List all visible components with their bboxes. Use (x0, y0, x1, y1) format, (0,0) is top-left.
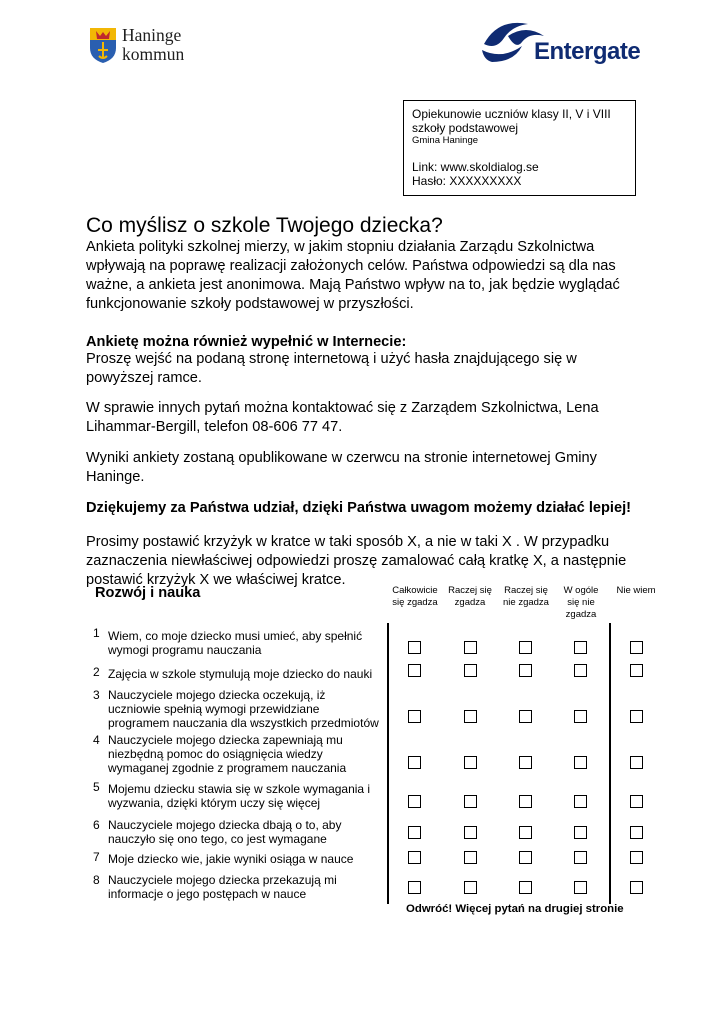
haninge-logo (88, 26, 218, 68)
thanks-paragraph: Dziękujemy za Państwa udział, dzięki Państwa uwagom możemy działać lepiej! (86, 500, 632, 516)
question-text: Zajęcia w szkole stymulują moje dziecko do nauki (108, 667, 373, 681)
question-text: Nauczyciele mojego dziecka dbają o to, aby nauczyło się ono tego, co jest wymagane (108, 818, 342, 846)
answer-checkbox-q5-c4[interactable] (574, 795, 587, 808)
answer-checkbox-q4-c2[interactable] (464, 756, 477, 769)
contact-paragraph: W sprawie innych pytań można kontaktować się z Zarządem Szkolnictwa, Lena Lihammar-Bergill, telefon 08-606 77 47. (86, 400, 599, 435)
address-box (403, 100, 636, 196)
column-header: Raczej się nie zgadza (503, 585, 549, 608)
entergate-logo-text: Entergate (534, 38, 641, 65)
online-heading: Ankietę można również wypełnić w Internecie: (86, 334, 407, 350)
answer-checkbox-q2-c1[interactable] (408, 664, 421, 677)
answer-checkbox-q5-c1[interactable] (408, 795, 421, 808)
answer-checkbox-q3-c3[interactable] (519, 710, 532, 723)
question-text: Nauczyciele mojego dziecka oczekują, iż uczniowie spełnią wymogi przewidziane programem nauczania dla wszystkich przedmiotów (108, 688, 379, 730)
entergate-logo (478, 16, 641, 72)
answer-checkbox-q8-c1[interactable] (408, 881, 421, 894)
answer-checkbox-q5-c5[interactable] (630, 795, 643, 808)
question-text: Moje dziecko wie, jakie wyniki osiąga w nauce (108, 852, 354, 866)
coat-of-arms-icon (88, 26, 118, 64)
column-header: Nie wiem (616, 585, 656, 596)
column-header: W ogóle się nie zgadza (563, 585, 599, 620)
answer-checkbox-q8-c3[interactable] (519, 881, 532, 894)
answer-checkbox-q3-c1[interactable] (408, 710, 421, 723)
address-line: szkoły podstawowej (412, 121, 519, 135)
answer-checkbox-q6-c5[interactable] (630, 826, 643, 839)
question-number: 6 (93, 818, 100, 832)
question-text: Mojemu dziecku stawia się w szkole wymagania i wyzwania, dzięki którym uczy się więcej (108, 782, 371, 810)
question-number: 2 (93, 665, 100, 679)
answer-checkbox-q7-c1[interactable] (408, 851, 421, 864)
answer-checkbox-q1-c4[interactable] (574, 641, 587, 654)
answer-checkbox-q8-c5[interactable] (630, 881, 643, 894)
question-text: Nauczyciele mojego dziecka przekazują mi informacje o jego postępach w nauce (108, 873, 337, 901)
answer-checkbox-q6-c3[interactable] (519, 826, 532, 839)
survey-password: Hasło: XXXXXXXXX (412, 174, 522, 188)
answer-checkbox-q8-c2[interactable] (464, 881, 477, 894)
question-number: 3 (93, 688, 100, 702)
column-header: Całkowicie się zgadza (392, 585, 438, 608)
answer-checkbox-q5-c2[interactable] (464, 795, 477, 808)
answer-checkbox-q3-c5[interactable] (630, 710, 643, 723)
question-number: 7 (93, 850, 100, 864)
answer-checkbox-q2-c4[interactable] (574, 664, 587, 677)
answer-checkbox-q4-c1[interactable] (408, 756, 421, 769)
answer-checkbox-q1-c5[interactable] (630, 641, 643, 654)
answer-checkbox-q4-c4[interactable] (574, 756, 587, 769)
answer-checkbox-q4-c3[interactable] (519, 756, 532, 769)
answer-checkbox-q1-c3[interactable] (519, 641, 532, 654)
question-number: 8 (93, 873, 100, 887)
answer-checkbox-q2-c2[interactable] (464, 664, 477, 677)
answer-checkbox-q2-c3[interactable] (519, 664, 532, 677)
question-number: 5 (93, 780, 100, 794)
question-number: 4 (93, 733, 100, 747)
question-number: 1 (93, 626, 100, 640)
instructions-paragraph: Prosimy postawić krzyżyk w kratce w taki sposób X, a nie w taki X . W przypadku zaznaczenia niewłaściwej odpowiedzi proszę zamalować całą kratkę X, a następnie postawić krzyżyk X we właściwej kratce. (86, 534, 627, 588)
address-line: Opiekunowie uczniów klasy II, V i VIII (412, 107, 611, 121)
answer-checkbox-q4-c5[interactable] (630, 756, 643, 769)
online-paragraph: Proszę wejść na podaną stronę internetową i użyć hasła znajdującego się w powyższej ramce. (86, 351, 577, 386)
answer-checkbox-q7-c3[interactable] (519, 851, 532, 864)
results-paragraph: Wyniki ankiety zostaną opublikowane w czerwcu na stronie internetowej Gminy Haninge. (86, 450, 597, 485)
answer-checkbox-q6-c4[interactable] (574, 826, 587, 839)
answer-checkbox-q6-c1[interactable] (408, 826, 421, 839)
question-text: Nauczyciele mojego dziecka zapewniają mu niezbędną pomoc do osiągnięcia wiedzy wymaganej zgodnie z programem nauczania (108, 733, 347, 775)
footer-note: Odwróć! Więcej pytań na drugiej stronie (406, 903, 624, 915)
answer-checkbox-q2-c5[interactable] (630, 664, 643, 677)
table-divider (609, 623, 611, 904)
question-text: Wiem, co moje dziecko musi umieć, aby spełnić wymogi programu nauczania (108, 629, 363, 657)
answer-checkbox-q1-c1[interactable] (408, 641, 421, 654)
answer-checkbox-q7-c4[interactable] (574, 851, 587, 864)
answer-checkbox-q3-c2[interactable] (464, 710, 477, 723)
column-header: Raczej się zgadza (448, 585, 492, 608)
answer-checkbox-q7-c5[interactable] (630, 851, 643, 864)
answer-checkbox-q3-c4[interactable] (574, 710, 587, 723)
address-municipality: Gmina Haninge (412, 135, 479, 146)
page-title: Co myślisz o szkole Twojego dziecka? (86, 214, 443, 237)
answer-checkbox-q8-c4[interactable] (574, 881, 587, 894)
section-title: Rozwój i nauka (95, 585, 201, 601)
answer-checkbox-q6-c2[interactable] (464, 826, 477, 839)
haninge-logo-text: Haninge kommun (122, 25, 185, 64)
answer-checkbox-q5-c3[interactable] (519, 795, 532, 808)
survey-link: Link: www.skoldialog.se (412, 160, 539, 174)
answer-checkbox-q1-c2[interactable] (464, 641, 477, 654)
intro-paragraph: Ankieta polityki szkolnej mierzy, w jakim stopniu działania Zarządu Szkolnictwa wpływają na poprawę realizacji założonych celów. Państwa odpowiedzi są dla nas ważne, a ankieta jest anonimowa. Mają Państwo wpływ na to, jak będzie wyglądać funkcjonowanie szkoły podstawowej w przyszłości. (86, 239, 620, 312)
answer-checkbox-q7-c2[interactable] (464, 851, 477, 864)
